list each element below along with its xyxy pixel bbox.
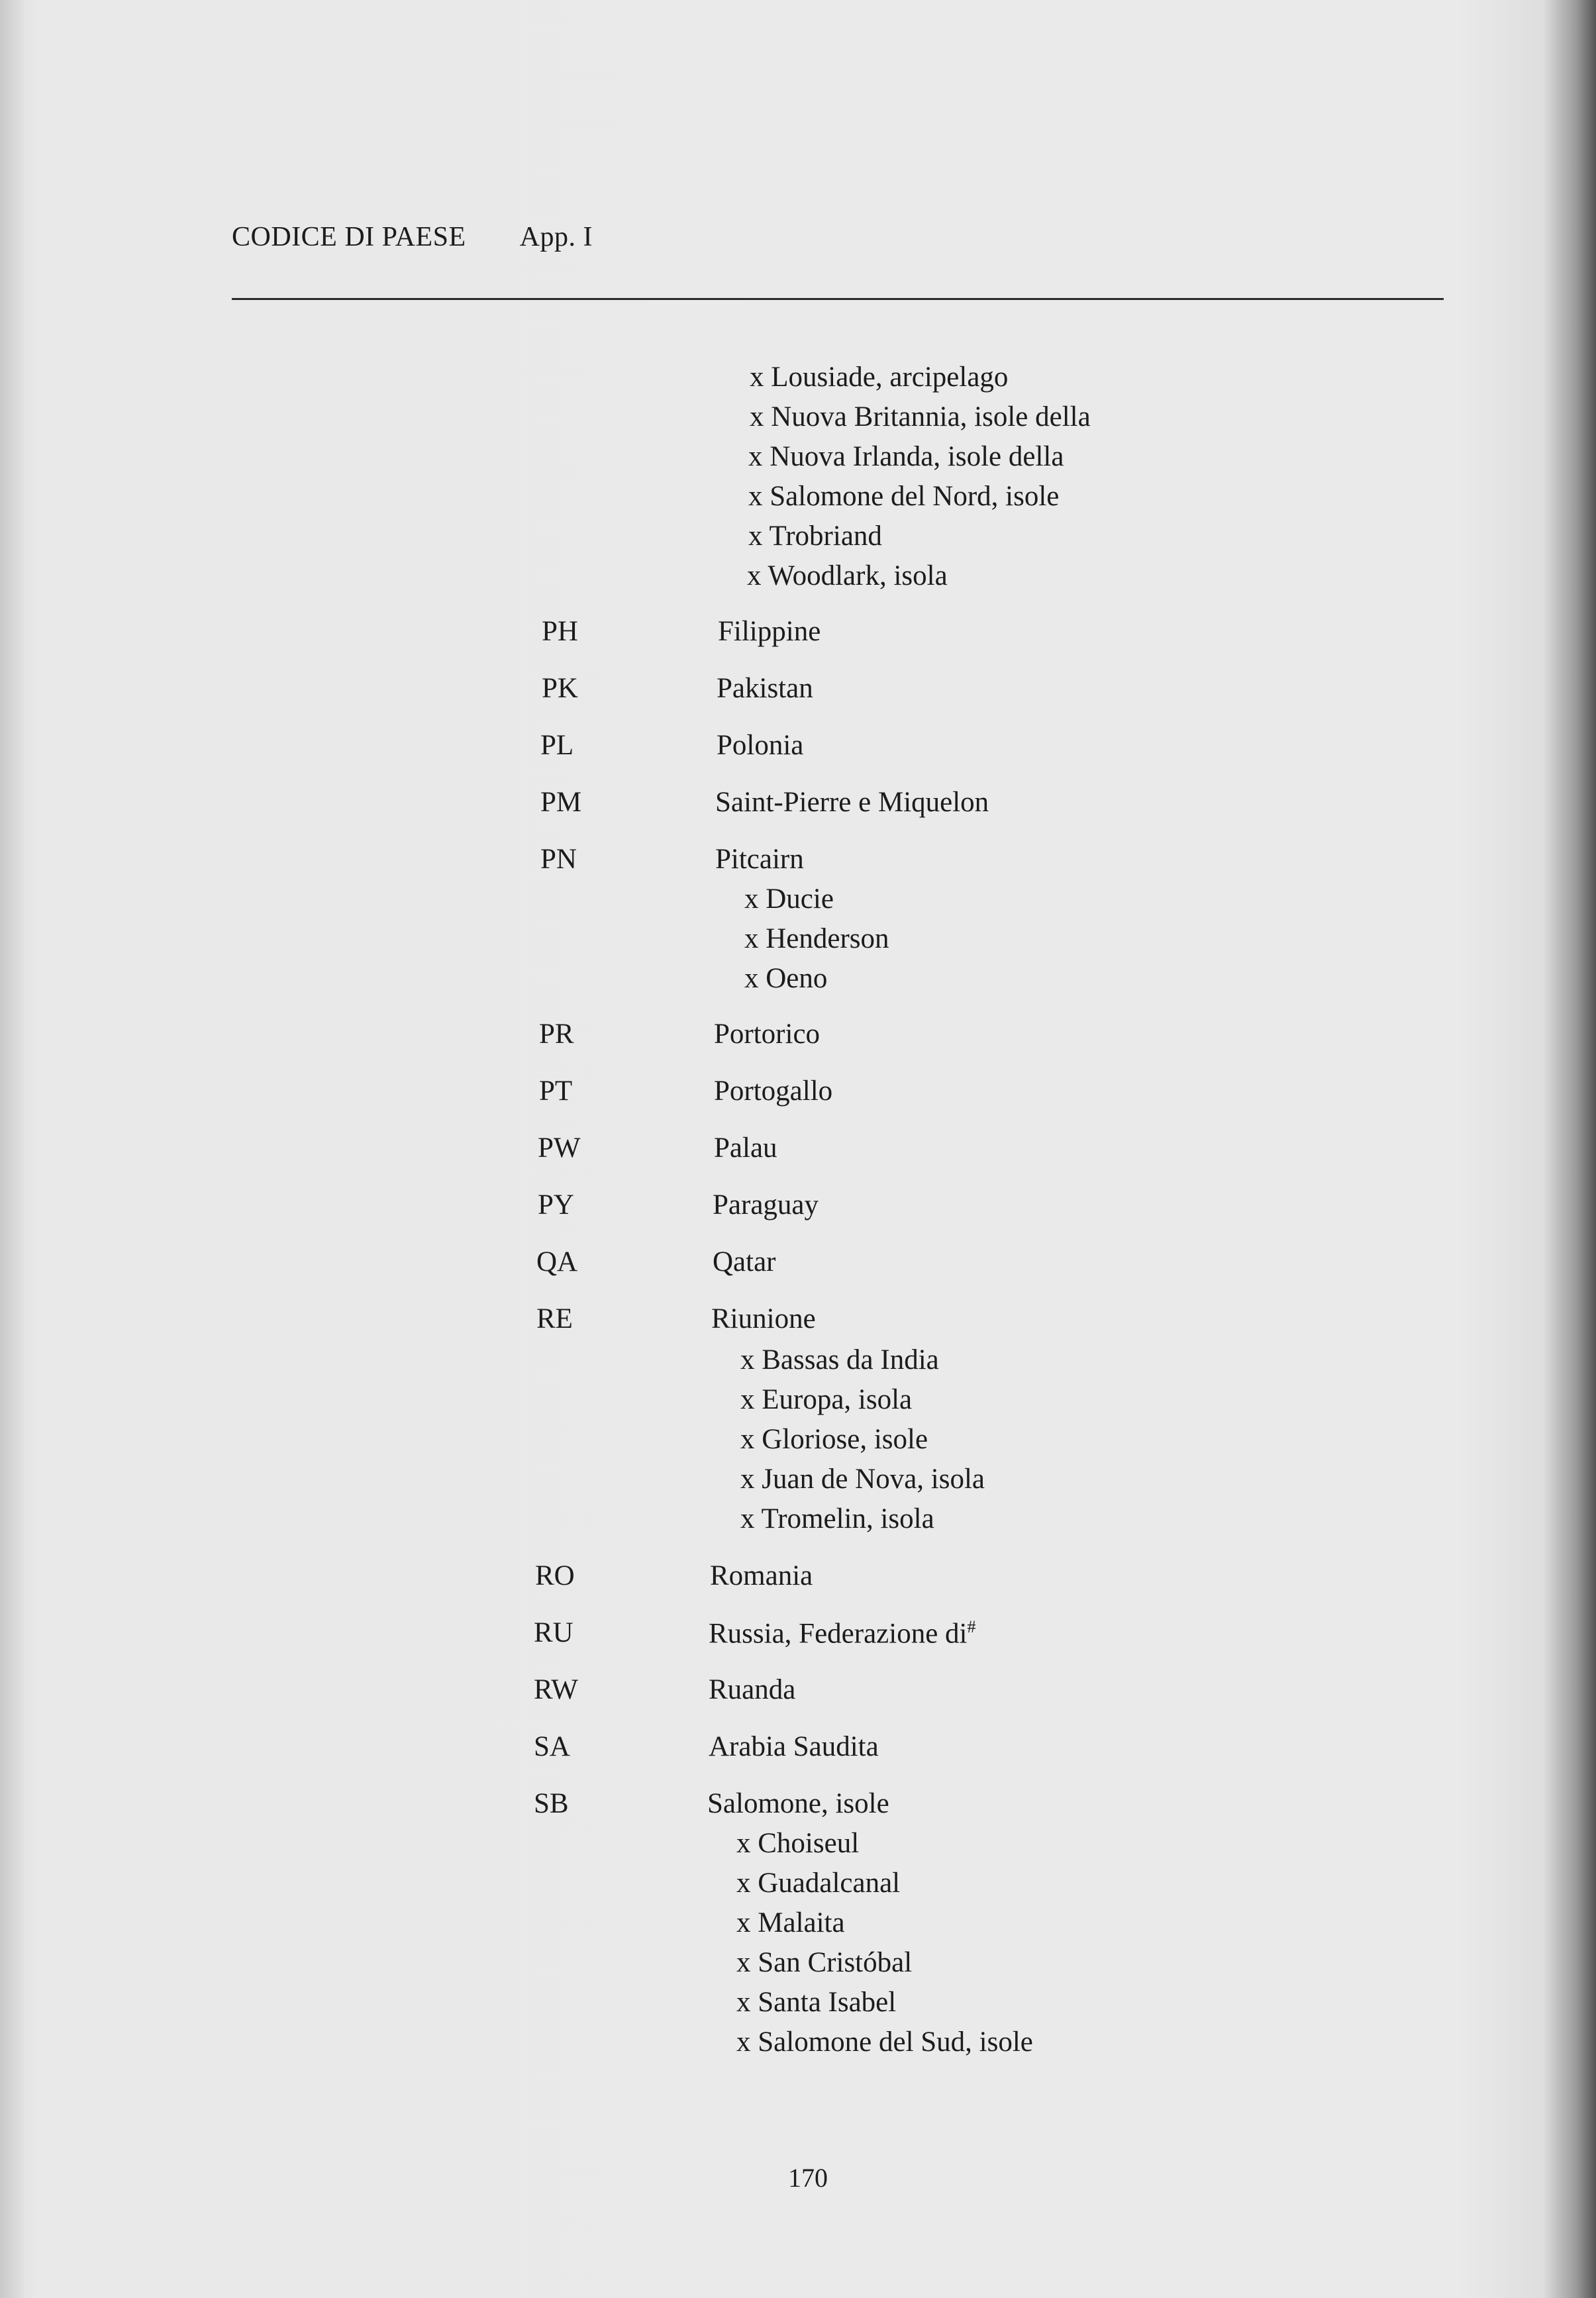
- sub-entry: x Bassas da India: [740, 1344, 939, 1375]
- country-code: PW: [538, 1132, 581, 1164]
- country-code: RE: [536, 1303, 573, 1334]
- country-name: Pitcairn: [715, 844, 804, 875]
- sub-entry: x Nuova Britannia, isole della: [750, 401, 1091, 432]
- country-code: PN: [540, 844, 577, 875]
- country-code: RU: [534, 1617, 574, 1648]
- country-name: Qatar: [713, 1246, 776, 1277]
- sub-entry: x Henderson: [744, 923, 889, 954]
- sub-entry: x Malaita: [736, 1907, 845, 1938]
- country-name: Portorico: [714, 1019, 821, 1050]
- country-code: SA: [534, 1731, 570, 1762]
- country-name: Polonia: [717, 730, 804, 761]
- country-name: Salomone, isole: [707, 1788, 889, 1819]
- country-code: RO: [535, 1560, 575, 1591]
- country-code: QA: [536, 1246, 578, 1277]
- country-name: Filippine: [718, 616, 821, 647]
- sub-entry: x Salomone del Nord, isole: [748, 481, 1060, 512]
- country-name: Russia, Federazione di#: [709, 1617, 976, 1650]
- country-name: Palau: [714, 1132, 777, 1164]
- header-title: CODICE DI PAESE: [232, 222, 466, 252]
- sub-entry: x Juan de Nova, isola: [740, 1464, 985, 1495]
- country-code: PM: [540, 787, 582, 818]
- country-name: Romania: [710, 1560, 813, 1591]
- sub-entry: x Gloriose, isole: [740, 1424, 928, 1455]
- sub-entry: x Lousiade, arcipelago: [750, 362, 1009, 393]
- sub-entry: x Santa Isabel: [736, 1987, 897, 2018]
- header-appendix: App. I: [519, 222, 593, 252]
- sub-entry: x Guadalcanal: [736, 1868, 901, 1899]
- sub-entry: x Woodlark, isola: [747, 560, 948, 591]
- sub-entry: x Trobriand: [748, 521, 882, 552]
- page-number: 170: [788, 2163, 828, 2193]
- country-code: PR: [539, 1019, 574, 1050]
- sub-entry: x Tromelin, isola: [740, 1503, 934, 1534]
- country-name: Riunione: [711, 1303, 816, 1334]
- country-name: Arabia Saudita: [709, 1731, 879, 1762]
- country-name: Portogallo: [714, 1075, 833, 1107]
- country-code: SB: [534, 1788, 569, 1819]
- sub-entry: x Ducie: [744, 883, 834, 915]
- country-code: PT: [539, 1075, 573, 1107]
- sub-entry: x Choiseul: [736, 1828, 860, 1859]
- country-code: PY: [538, 1189, 574, 1221]
- country-code: PH: [542, 616, 578, 647]
- sub-entry: x Salomone del Sud, isole: [736, 2026, 1033, 2058]
- country-code: RW: [534, 1674, 578, 1705]
- sub-entry: x Europa, isola: [740, 1384, 913, 1415]
- country-code: PK: [542, 673, 578, 704]
- country-name: Ruanda: [709, 1674, 796, 1705]
- country-name: Pakistan: [717, 673, 813, 704]
- country-name: Paraguay: [713, 1189, 819, 1221]
- country-name: Saint-Pierre e Miquelon: [715, 787, 989, 818]
- sub-entry: x Nuova Irlanda, isole della: [748, 441, 1064, 472]
- sub-entry: x San Cristóbal: [736, 1947, 913, 1978]
- sub-entry: x Oeno: [744, 963, 828, 994]
- country-code: PL: [540, 730, 574, 761]
